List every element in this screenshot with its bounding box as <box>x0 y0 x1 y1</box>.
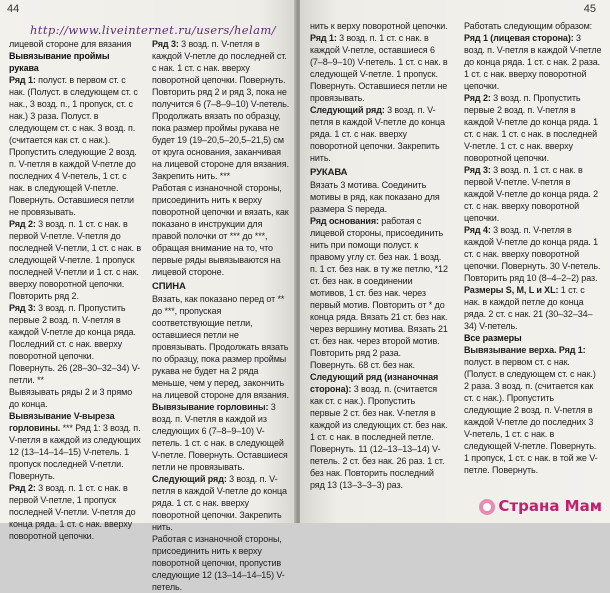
section-title: РУКАВА <box>310 167 348 178</box>
text-block: Вязать, как показано перед от ** до ***, пропуская соответствующие петли, оставшиеся петли не провязывать. Продолжать вязать по образцу, пока размер проймы рукава не будет на 2 ряда меньше, чем у перед, закончить на лицевой стороне для вязания. <box>152 294 289 400</box>
row-text: 3 возд. п. (считается как ст. с нак.). Пропустить первые 2 ст. без нак. V-петля в каждой из следующих ст. без нак. 1 ст. с нак. в последней петле. Повернуть. 11 (12–13–13–14) V-петель. 2 ст. без нак. 26 раз. 1 ст. без нак. Повторить последний ряд 13 (13–3–3–3) раз. <box>310 384 448 490</box>
section-heading: Вывязывание проймы рукава <box>9 51 110 73</box>
row-label: Ряд 2: <box>9 219 36 229</box>
section-title: СПИНА <box>152 281 186 292</box>
row-label: Ряд 1: <box>9 75 36 85</box>
row-text: 3 возд. п. Пропустить первые 2 возд. п. V-петля в каждой V-петле до конца ряда. Последний ст. с нак. вверху поворотной цепочки. Повернуть. 26 (28–30–32–34) V-петли. ** <box>9 303 141 385</box>
left-column-2 <box>152 38 290 593</box>
left-page-columns <box>9 38 290 593</box>
text-block: Работая с изнаночной стороны, присоединить нить к верху поворотной цепочки и вязать, как показано в инструкции для правой полочки от *** до ***, обращая внимание на то, что первые ряды вывязываются на лицевой стороне. <box>152 183 289 277</box>
flower-logo-icon <box>479 499 495 515</box>
right-page <box>300 0 610 523</box>
site-logo <box>479 497 602 515</box>
row-label: Следующий ряд: <box>152 474 227 484</box>
row-label: Ряд 2: <box>9 483 36 493</box>
row-text: 3 возд. п. V-петля в каждой V-петле до конца ряда. 1 ст. с нак. вверху поворотной цепочки. Закрепить нить. <box>310 105 445 163</box>
row-text: 3 возд. п. V-петля в каждой V-петле до конца ряда. 1 ст. с нак. вверху поворотной цепочки. Закрепить нить. <box>152 474 287 532</box>
row-text: 3 возд. п. V-петля в каждой V-петле до конца ряда. 1 ст. с нак. вверху поворотной цепочки. Повернуть. 30 V-петель. Повторить ряд 10 (8–4–2–2) раз. <box>464 225 601 283</box>
row-label: Размеры S, M, L и XL: <box>464 285 559 295</box>
text-block: Вывязывать ряды 2 и 3 прямо до конца. <box>9 387 133 409</box>
logo-text: Страна Мам <box>498 497 602 515</box>
text-block: лицевой стороне для вязания <box>9 39 132 49</box>
row-label: Ряд 2: <box>464 93 491 103</box>
row-label: Ряд основания: <box>310 216 379 226</box>
left-page <box>0 0 296 592</box>
row-label: Следующий ряд: <box>310 105 385 115</box>
section-heading: Вывязывание горловины: <box>152 402 269 412</box>
text-block: Повторить ряд 2 и ряд 3, пока не получится 6 (7–8–9–10) V-петель. Продолжать вязать по образцу, пока размер проймы рукава не будет 19 (19–20,5–20,5–21,5) см от круга основания, заканчивая на лицевой стороне для вязания. Закрепить нить. *** <box>152 87 290 181</box>
row-label: Ряд 4: <box>464 225 491 235</box>
left-page-number: 44 <box>7 3 20 15</box>
right-page-number: 45 <box>583 3 596 15</box>
row-label: Ряд 3: <box>152 39 179 49</box>
row-text: 3 возд. п. 1 ст. с нак. в первой V-петле. V-петля до последней V-петли, 1 ст. с нак. в следующей V-петле. 1 пропуск последней V-петли и 1 ст. с нак. вверху поворотной цепочки. Повторить ряд 2. <box>9 219 142 301</box>
row-label: Ряд 3: <box>464 165 491 175</box>
row-text: полуст. в первом ст. с нак. (Полуст. в следующем ст. с нак., 3 возд. п., 1 пропуск, ст. с нак.) 3 раза. Полуст. в следующем ст. с нак. 3 возд. п. (считается как ст. с нак.). Пропустить следующие 2 возд. п. V-петля в каждой V-петле до последних 4 V-петель, 1 ст. с нак. в следующей V-петле. Повернуть. Оставшиеся петли не провязывать. <box>9 75 138 217</box>
row-text: работая с лицевой стороны, присоединить нить при помощи полуст. к правому углу ст. без нак. 1 возд. п. 1 ст. без нак. в ту же петлю, *12 ст. без нак. в соединении мотивов, 1 ст. без нак. через первый мотив. Повторить от * до конца ряда. Вязать 21 ст. без нак. через вершину мотива. Вязать 21 ст. без нак. через второй мотив. Повторить ряд 2 раза. Повернуть. 68 ст. без нак. <box>310 216 448 370</box>
row-text: 3 возд. п. 1 ст. с нак. в первой V-петле. V-петля в каждой V-петле до конца ряда. 2 ст. с нак. вверху поворотной цепочки. <box>464 165 599 223</box>
left-column-1 <box>9 38 141 593</box>
row-label: Вывязывание верха. Ряд 1: <box>464 345 586 355</box>
row-text: 3 возд. п. Пропустить первые 2 возд. п. V-петля в каждой V-петле до конца ряда. 1 ст. с нак. 1 ст. с нак. в последней V-петле. 1 ст. с нак. вверху поворотной цепочки. <box>464 93 599 163</box>
row-text: *** Ряд 1: 3 возд. п. V-петля в каждой из следующих 12 (13–14–14–15) V-петель. 1 пропуск последней V-петли. Повернуть. <box>9 423 141 481</box>
text-block: Работая с изнаночной стороны, присоединить нить к верху поворотной цепочки, пропустив следующие 12 (13–14–14–15) V-петель. <box>152 534 285 592</box>
row-text: 3 возд. п. 1 ст. с нак. в первой V-петле, 1 пропуск последней V-петли. V-петля до конца ряда. 1 ст. с нак. вверху поворотной цепочки. <box>9 483 136 541</box>
row-text: полуст. в первом ст. с нак. (Полуст. в следующем ст. с нак.) 2 раза. 3 возд. п. (считается как ст. с нак.). Пропустить следующие 2 возд. п. V-петля в каждой V-петле до последних 3 V-петель, 1 ст. с нак. в следующей V-петле. Повернуть. 1 пропуск, 1 ст. с нак. в той же V-петле. Повернуть. <box>464 357 598 475</box>
text-block: Вязать 3 мотива. Соединить мотивы в ряд, как показано для размера S переда. <box>310 180 440 214</box>
row-label: Следующий ряд (изнаночная сторона): <box>310 372 439 394</box>
section-heading: Вывязывание V-выреза горловины. <box>9 411 115 433</box>
row-text: 1 ст. с нак. в каждой петле до конца ряда. 2 ст. с нак. 21 (30–32–34–34) V-петель. <box>464 285 593 331</box>
row-label: Ряд 3: <box>9 303 36 313</box>
row-text: 3 возд. п. V-петля в каждой V-петле до последней ст. с нак. 1 ст. с нак. вверху поворотной цепочки. Повернуть. <box>152 39 287 85</box>
row-label: Ряд 1: <box>310 33 337 43</box>
row-label: Ряд 1 (лицевая сторона): <box>464 33 574 43</box>
watermark-url: http://www.liveinternet.ru/users/helam/ <box>30 23 276 37</box>
text-block: нить к верху поворотной цепочки. <box>310 21 448 31</box>
right-column-2 <box>464 20 602 491</box>
row-text: 3 возд. п. V-петля в каждой из следующих 6 (7–8–9–10) V-петель. 1 ст. с нак. в следующей V-петле. Повернуть. Оставшиеся петли не провязывать. <box>152 402 288 472</box>
row-text: 3 возд. п. 1 ст. с нак. в каждой V-петле, оставшиеся 6 (7–8–9–10) V-петель. 1 ст. с нак. в следующей V-петле. 1 пропуск. Повернуть. Оставшиеся петли не провязывать. <box>310 33 448 103</box>
right-column-1 <box>310 20 448 491</box>
right-page-columns <box>310 20 602 491</box>
row-text: 3 возд. п. V-петля в каждой V-петле до конца ряда. 1 ст. с нак. 2 раза. 1 ст. с нак. вверху поворотной цепочки. <box>464 33 602 91</box>
text-block: Работать следующим образом: <box>464 21 593 31</box>
section-heading: Все размеры <box>464 333 522 343</box>
